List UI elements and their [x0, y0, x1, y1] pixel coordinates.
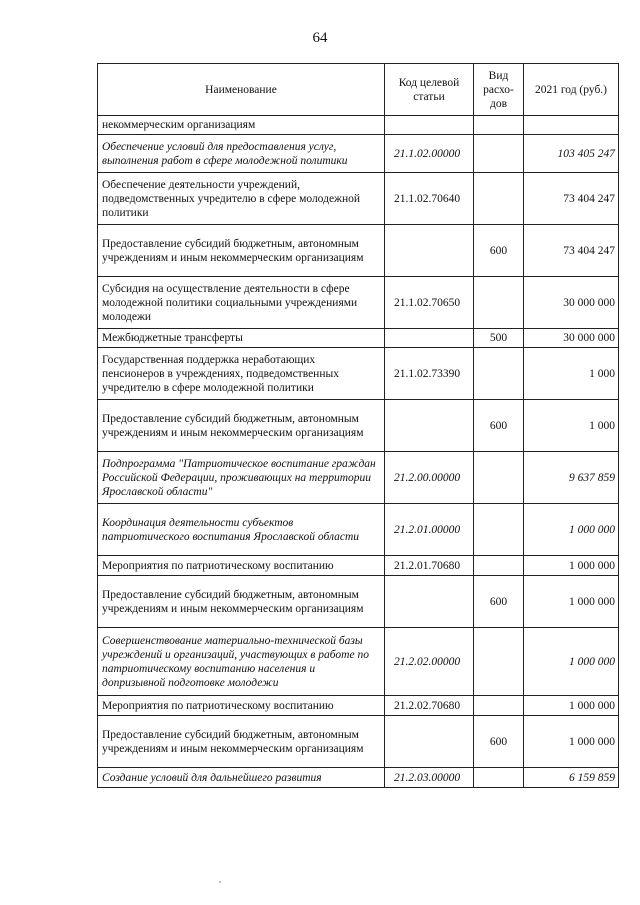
table-row: [98, 116, 619, 135]
row-code-cell: 21.2.02.70680: [385, 696, 474, 716]
row-name-cell: Предоставление субсидий бюджетным, автономным учреждениям и иным некоммерческим организациям: [98, 576, 385, 628]
table-header-row: [98, 64, 619, 116]
row-code-cell: 21.1.02.73390: [385, 348, 474, 400]
row-code-cell: 21.1.02.70640: [385, 173, 474, 225]
row-vid-cell: [474, 173, 524, 225]
table-row: [98, 768, 619, 788]
row-code-cell: [385, 116, 474, 135]
row-vid-cell: [474, 116, 524, 135]
row-vid-cell: [474, 768, 524, 788]
row-sum-cell: 1 000 000: [524, 716, 619, 768]
row-code-cell: [385, 400, 474, 452]
row-sum-cell: 73 404 247: [524, 225, 619, 277]
row-name-cell: Предоставление субсидий бюджетным, автономным учреждениям и иным некоммерческим организациям: [98, 400, 385, 452]
row-sum-cell: 103 405 247: [524, 135, 619, 173]
row-name-cell: Предоставление субсидий бюджетным, автономным учреждениям и иным некоммерческим организациям: [98, 716, 385, 768]
row-sum-cell: 1 000 000: [524, 696, 619, 716]
row-code-cell: [385, 329, 474, 348]
row-name-cell: Государственная поддержка неработающих пенсионеров в учреждениях, подведомственных учредителю в сфере молодежной политики: [98, 348, 385, 400]
table-row: [98, 716, 619, 768]
row-sum-cell: 6 159 859: [524, 768, 619, 788]
row-name-cell: Межбюджетные трансферты: [98, 329, 385, 348]
row-code-cell: 21.2.03.00000: [385, 768, 474, 788]
row-code-cell: 21.2.01.00000: [385, 504, 474, 556]
row-sum-cell: 1 000: [524, 348, 619, 400]
header-vid: Вид расхо-дов: [474, 64, 524, 116]
budget-table: [97, 63, 619, 788]
table-row: [98, 628, 619, 696]
row-vid-cell: 600: [474, 576, 524, 628]
table-row: [98, 173, 619, 225]
header-sum: 2021 год (руб.): [524, 64, 619, 116]
row-sum-cell: 30 000 000: [524, 329, 619, 348]
row-sum-cell: 9 637 859: [524, 452, 619, 504]
row-code-cell: [385, 225, 474, 277]
table-row: [98, 348, 619, 400]
row-sum-cell: 1 000 000: [524, 628, 619, 696]
scan-speck: [219, 881, 221, 883]
row-code-cell: 21.2.01.70680: [385, 556, 474, 576]
row-name-cell: Совершенствование материально-технической базы учреждений и организаций, участвующих в работе по патриотическому воспитанию населения и допризывной подготовке молодежи: [98, 628, 385, 696]
row-name-cell: Подпрограмма "Патриотическое воспитание граждан Российской Федерации, проживающих на территории Ярославской области": [98, 452, 385, 504]
row-sum-cell: 1 000: [524, 400, 619, 452]
row-vid-cell: 600: [474, 225, 524, 277]
table-row: [98, 400, 619, 452]
row-code-cell: 21.2.00.00000: [385, 452, 474, 504]
row-sum-cell: 73 404 247: [524, 173, 619, 225]
table-row: [98, 225, 619, 277]
table-row: [98, 696, 619, 716]
row-vid-cell: [474, 628, 524, 696]
row-code-cell: [385, 716, 474, 768]
row-vid-cell: [474, 504, 524, 556]
row-name-cell: Обеспечение деятельности учреждений, подведомственных учредителю в сфере молодежной политики: [98, 173, 385, 225]
row-name-cell: Обеспечение условий для предоставления услуг, выполнения работ в сфере молодежной политики: [98, 135, 385, 173]
row-vid-cell: [474, 348, 524, 400]
row-code-cell: 21.2.02.00000: [385, 628, 474, 696]
row-code-cell: 21.1.02.00000: [385, 135, 474, 173]
table-row: [98, 504, 619, 556]
row-name-cell: Субсидия на осуществление деятельности в сфере молодежной политики социальными учреждениями молодежи: [98, 277, 385, 329]
row-vid-cell: [474, 696, 524, 716]
row-name-cell: некоммерческим организациям: [98, 116, 385, 135]
table-row: [98, 576, 619, 628]
row-sum-cell: 1 000 000: [524, 556, 619, 576]
row-vid-cell: [474, 135, 524, 173]
row-sum-cell: 30 000 000: [524, 277, 619, 329]
row-vid-cell: 500: [474, 329, 524, 348]
header-code: Код целевой статьи: [385, 64, 474, 116]
row-vid-cell: 600: [474, 400, 524, 452]
row-name-cell: Координация деятельности субъектов патриотического воспитания Ярославской области: [98, 504, 385, 556]
row-code-cell: 21.1.02.70650: [385, 277, 474, 329]
table-row: [98, 135, 619, 173]
table-body: [98, 116, 619, 788]
row-sum-cell: 1 000 000: [524, 504, 619, 556]
table-row: [98, 277, 619, 329]
row-vid-cell: [474, 556, 524, 576]
page-number: 64: [312, 30, 328, 46]
header-name: Наименование: [98, 64, 385, 116]
table-row: [98, 556, 619, 576]
row-code-cell: [385, 576, 474, 628]
row-vid-cell: [474, 452, 524, 504]
row-sum-cell: [524, 116, 619, 135]
row-vid-cell: 600: [474, 716, 524, 768]
table-row: [98, 452, 619, 504]
table-row: [98, 329, 619, 348]
row-name-cell: Мероприятия по патриотическому воспитанию: [98, 556, 385, 576]
row-name-cell: Мероприятия по патриотическому воспитанию: [98, 696, 385, 716]
row-sum-cell: 1 000 000: [524, 576, 619, 628]
row-name-cell: Предоставление субсидий бюджетным, автономным учреждениям и иным некоммерческим организациям: [98, 225, 385, 277]
row-vid-cell: [474, 277, 524, 329]
row-name-cell: Создание условий для дальнейшего развития: [98, 768, 385, 788]
